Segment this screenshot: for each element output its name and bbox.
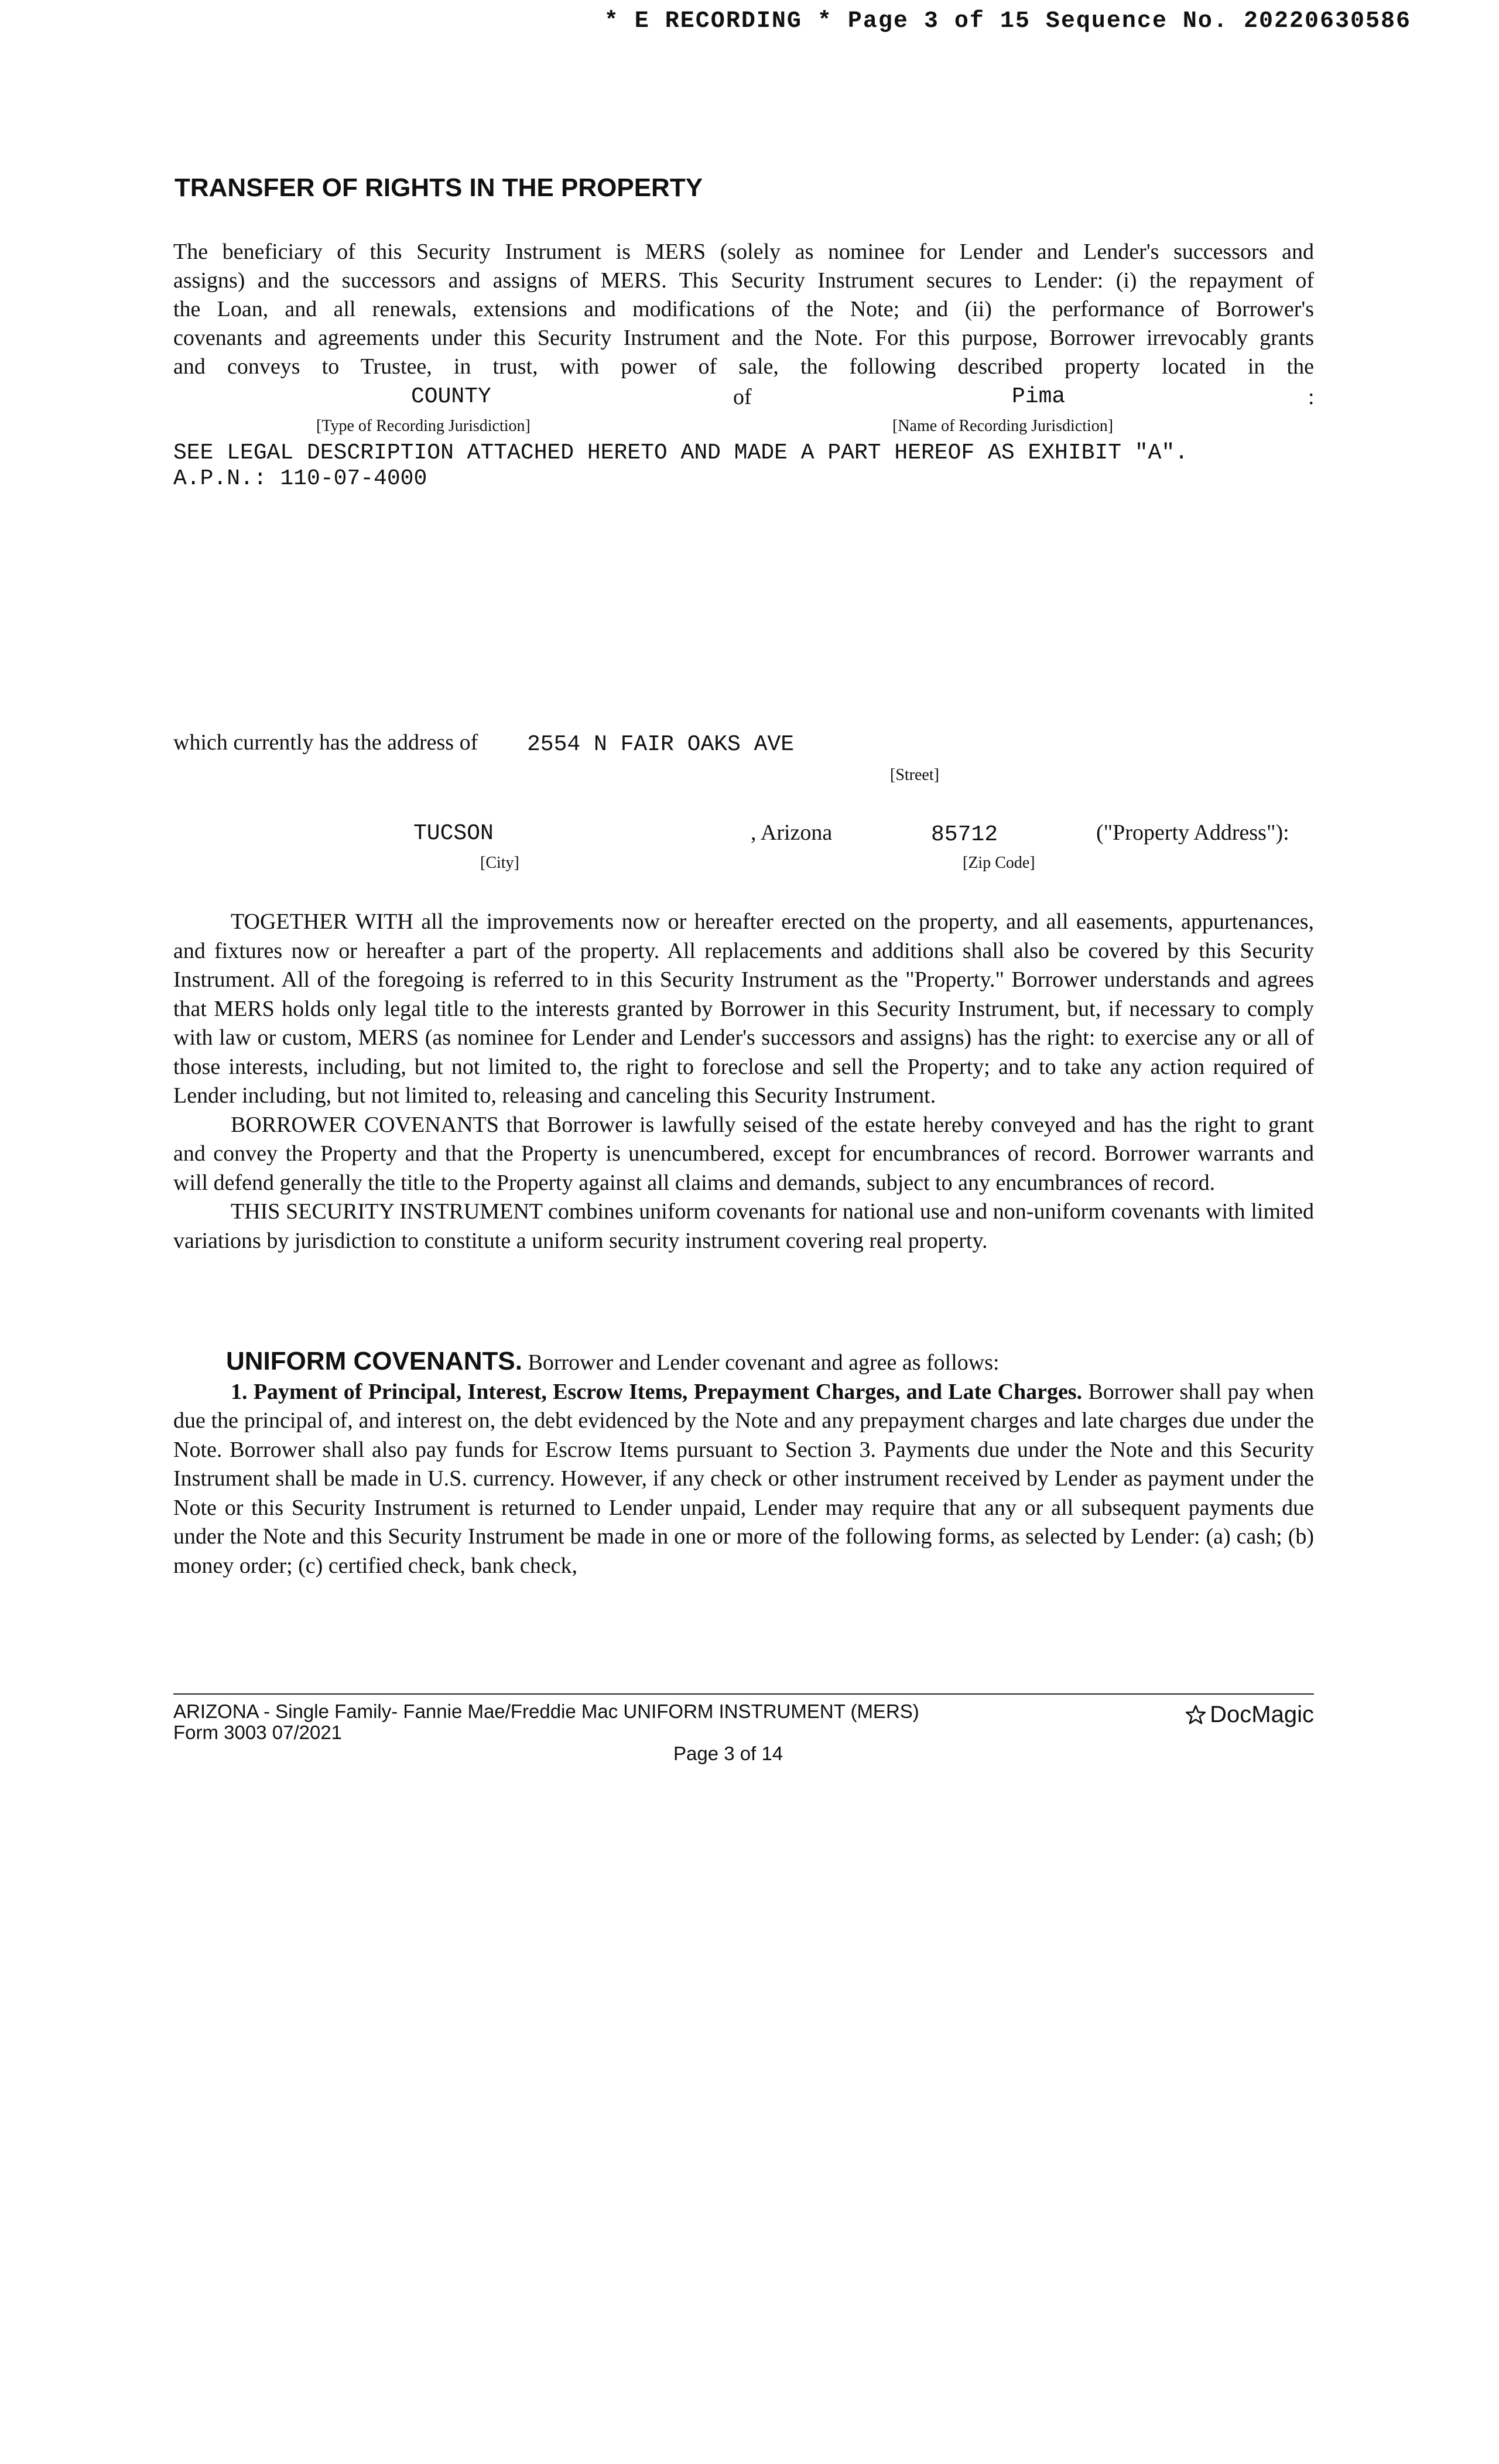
footer-form-number: Form 3003 07/2021 bbox=[173, 1722, 343, 1743]
uniform-covenants-heading-line bbox=[173, 1347, 1314, 1378]
beneficiary-line: assigns) and the successors and assigns of MERS. This Security Instrument secures to Lender: (i) the repayment of bbox=[173, 268, 1314, 293]
property-address-label: ("Property Address"): bbox=[1096, 820, 1289, 845]
covenant-item-title: Payment of Principal, Interest, Escrow Items, Prepayment Charges, and Late Charges. bbox=[253, 1379, 1083, 1404]
address-lead-in: which currently has the address of bbox=[173, 730, 478, 755]
covenant-item-text: Borrower shall pay when due the principal of, and interest on, the debt evidenced by the Note and any prepayment charges and late charges due under the Note. Borrower shall also pay funds for Escrow Items pursuant to Section 3. Payments due under the Note and this Security Instrument shall be made in U.S. currency. However, if any check or other instrument received by Lender as payment under the Note or this Security Instrument is returned to Lender unpaid, Lender may require that any or all subsequent payments due under the Note and this Security Instrument be made in one or more of the following forms, as selected by Lender: (a) cash; (b) money order; (c) certified check, bank check, bbox=[173, 1379, 1315, 1578]
docmagic-logo bbox=[1184, 1702, 1314, 1728]
covenant-item-1 bbox=[173, 1378, 1314, 1581]
body-paragraphs bbox=[173, 908, 1314, 1255]
beneficiary-line: covenants and agreements under this Security Instrument and the Note. For this purpose, Borrower irrevocably grants bbox=[173, 326, 1314, 350]
zip-value: 85712 bbox=[931, 822, 998, 847]
brand-name: DocMagic bbox=[1210, 1702, 1314, 1727]
city-caption: [City] bbox=[480, 854, 519, 872]
uniform-covenants-heading: UNIFORM COVENANTS. bbox=[226, 1347, 522, 1375]
footer-form-title: ARIZONA - Single Family- Fannie Mae/Freddie Mac UNIFORM INSTRUMENT (MERS) bbox=[173, 1700, 919, 1722]
jurisdiction-name-value: Pima bbox=[1012, 384, 1066, 409]
jurisdiction-colon: : bbox=[1308, 385, 1315, 409]
covenant-item-number: 1. bbox=[231, 1379, 248, 1404]
zip-caption: [Zip Code] bbox=[963, 854, 1035, 872]
star-outline-icon bbox=[1184, 1703, 1207, 1727]
state-text: , Arizona bbox=[751, 820, 833, 845]
jurisdiction-name-caption: [Name of Recording Jurisdiction] bbox=[892, 417, 1114, 435]
jurisdiction-type-value: COUNTY bbox=[411, 384, 491, 409]
recording-stamp: * E RECORDING * Page 3 of 15 Sequence No. 20220630586 bbox=[604, 8, 1411, 35]
beneficiary-paragraph bbox=[173, 239, 1314, 385]
uniform-covenants-intro: Borrower and Lender covenant and agree as follows: bbox=[528, 1350, 1000, 1375]
legal-description: SEE LEGAL DESCRIPTION ATTACHED HERETO AND MADE A PART HEREOF AS EXHIBIT "A". bbox=[173, 440, 1189, 466]
footer-page-number: Page 3 of 14 bbox=[673, 1743, 783, 1764]
street-value: 2554 N FAIR OAKS AVE bbox=[527, 732, 795, 757]
street-caption: [Street] bbox=[890, 766, 939, 784]
uniform-covenants-section bbox=[173, 1347, 1314, 1580]
beneficiary-line: the Loan, and all renewals, extensions and modifications of the Note; and (ii) the performance of Borrower's bbox=[173, 297, 1314, 321]
borrower-covenants-paragraph: BORROWER COVENANTS that Borrower is lawfully seised of the estate hereby conveyed and has the right to grant and convey the Property and that the Property is unencumbered, except for encumbrances of record. Borrower warrants and will defend generally the title to the Property against all claims and demands, subject to any encumbrances of record. bbox=[173, 1112, 1314, 1195]
jurisdiction-of: of bbox=[733, 385, 752, 409]
jurisdiction-type-caption: [Type of Recording Jurisdiction] bbox=[316, 417, 531, 435]
apn-number: A.P.N.: 110-07-4000 bbox=[173, 466, 427, 491]
city-value: TUCSON bbox=[413, 821, 494, 846]
security-instrument-paragraph: THIS SECURITY INSTRUMENT combines uniform covenants for national use and non-uniform covenants with limited variations by jurisdiction to constitute a uniform security instrument covering real property. bbox=[173, 1199, 1314, 1253]
beneficiary-line: The beneficiary of this Security Instrument is MERS (solely as nominee for Lender and Lender's successors and bbox=[173, 239, 1314, 264]
footer-divider bbox=[173, 1693, 1314, 1695]
section-title: TRANSFER OF RIGHTS IN THE PROPERTY bbox=[174, 173, 703, 202]
beneficiary-line: and conveys to Trustee, in trust, with power of sale, the following described property located in the bbox=[173, 354, 1314, 379]
together-with-paragraph: TOGETHER WITH all the improvements now or hereafter erected on the property, and all easements, appurtenances, and fixtures now or hereafter a part of the property. All replacements and additions shall also be covered by this Security Instrument. All of the foregoing is referred to in this Security Instrument as the "Property." Borrower understands and agrees that MERS holds only legal title to the interests granted by Borrower in this Security Instrument, but, if necessary to comply with law or custom, MERS (as nominee for Lender and Lender's successors and assigns) has the right: to exercise any or all of those interests, including, but not limited to, the right to foreclose and sell the Property; and to take any action required of Lender including, but not limited to, releasing and canceling this Security Instrument. bbox=[173, 909, 1314, 1108]
